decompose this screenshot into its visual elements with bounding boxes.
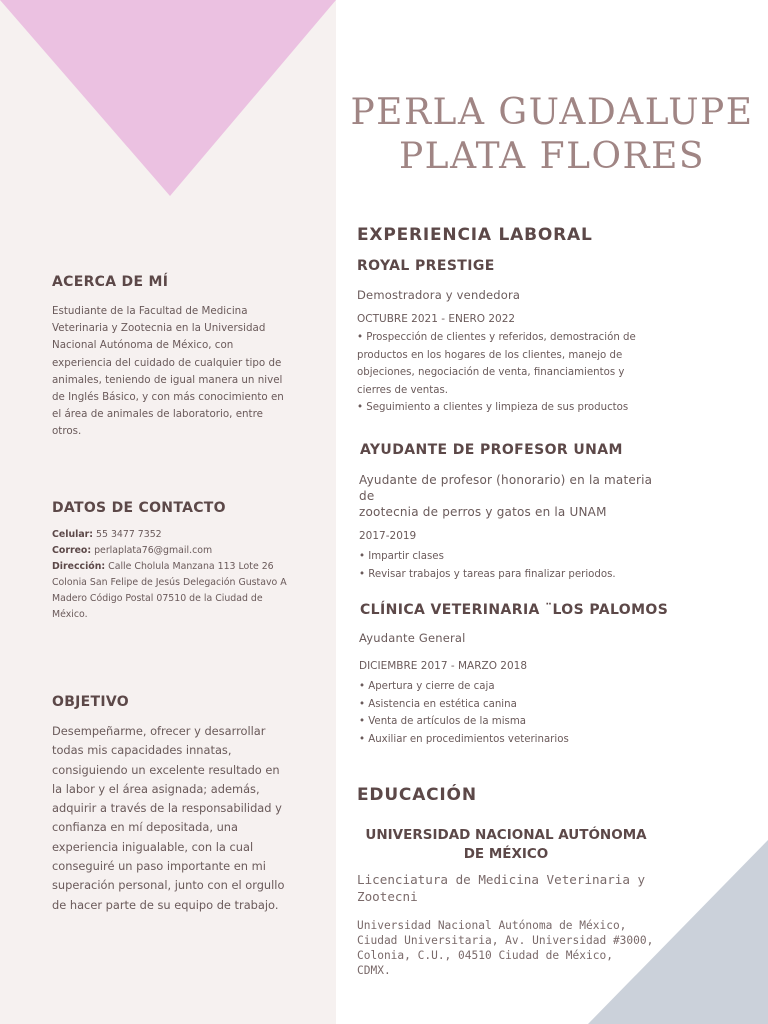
contact-phone	[52, 527, 292, 543]
education-school	[356, 826, 656, 864]
job-dates: 2017-2019	[359, 530, 417, 542]
education-title: EDUCACIÓN	[357, 785, 477, 805]
contact-block	[52, 527, 292, 623]
job-role-line-2: de	[359, 489, 375, 503]
job-role: Demostradora y vendedora	[357, 288, 521, 302]
job-bullet: • Apertura y cierre de caja	[359, 678, 659, 696]
about-text: Estudiante de la Facultad de Medicina Veterinaria y Zootecnia en la Universidad Nacional Autónoma de México, con experiencia del cuidado de cualquier tipo de animales, teniendo de igual manera un nivel de Inglés Básico, y con más conocimiento en el área de animales de laboratorio, entre otros.	[52, 305, 284, 438]
education-address-line: Universidad Nacional Autónoma de México,	[357, 919, 627, 932]
contact-email-label: Correo:	[52, 545, 92, 556]
job-bullets	[359, 548, 659, 583]
job-bullet: • Asistencia en estética canina	[359, 696, 659, 714]
job-bullet: • Impartir clases	[359, 548, 659, 566]
job-bullet: • Seguimiento a clientes y limpieza de sus productos	[357, 399, 657, 417]
education-degree-line-2: Zootecni	[357, 889, 418, 904]
job-bullet: • Auxiliar en procedimientos veterinarios	[359, 731, 659, 749]
education-school-line-2: DE MÉXICO	[463, 846, 549, 862]
experience-title: EXPERIENCIA LABORAL	[357, 225, 593, 245]
objective-text: Desempeñarme, ofrecer y desarrollar todas mis capacidades innatas, consiguiendo un excelente resultado en la labor y el área asignada; además, adquirir a través de la responsabilidad y confianza en mí depositada, una experiencia inigualable, con la cual conseguiré un paso importante en mi superación personal, junto con el orgullo de hacer parte de su equipo de trabajo.	[52, 724, 285, 912]
job-bullet: • Prospección de clientes y referidos, demostración de productos en los hogares de los clientes, manejo de objeciones, negociación de venta, financiamientos y cierres de ventas.	[357, 329, 657, 399]
education-school-line-1: UNIVERSIDAD NACIONAL AUTÓNOMA	[365, 827, 647, 843]
name-line-2: PLATA FLORES	[398, 136, 706, 177]
education-address-line: CDMX.	[357, 964, 391, 977]
pink-triangle-decoration	[0, 0, 336, 196]
contact-phone-label: Celular:	[52, 529, 94, 540]
contact-address-value: Calle Cholula Manzana 113 Lote 26 Colonia San Felipe de Jesús Delegación Gustavo A Madero Código Postal 07510 de la Ciudad de México.	[52, 561, 287, 620]
objective-title: OBJETIVO	[52, 694, 129, 710]
job-bullet: • Revisar trabajos y tareas para finalizar periodos.	[359, 566, 659, 584]
job-company: CLÍNICA VETERINARIA ¨LOS PALOMOS	[360, 602, 669, 618]
education-address-line: Colonia, C.U., 04510 Ciudad de México,	[357, 949, 613, 962]
education-address-line: Ciudad Universitaria, Av. Universidad #3000,	[357, 934, 654, 947]
education-degree-line-1: Licenciatura de Medicina Veterinaria y	[357, 872, 646, 887]
contact-title: DATOS DE CONTACTO	[52, 500, 226, 516]
job-bullet: • Venta de artículos de la misma	[359, 713, 659, 731]
job-role: Ayudante General	[359, 631, 466, 645]
job-company: AYUDANTE DE PROFESOR UNAM	[360, 442, 623, 458]
job-bullets	[357, 329, 657, 417]
contact-email	[52, 543, 292, 559]
contact-address-label: Dirección:	[52, 561, 106, 572]
about-title: ACERCA DE MÍ	[52, 274, 169, 290]
name-line-1: PERLA GUADALUPE	[350, 92, 754, 133]
job-bullets	[359, 678, 659, 748]
job-role-line-3: zootecnia de perros y gatos en la UNAM	[359, 505, 607, 519]
contact-email-value[interactable]: perlaplata76@gmail.com	[94, 545, 213, 556]
education-address	[357, 918, 653, 978]
job-dates: OCTUBRE 2021 - ENERO 2022	[357, 313, 516, 325]
job-dates: DICIEMBRE 2017 - MARZO 2018	[359, 660, 528, 672]
job-company: ROYAL PRESTIGE	[357, 258, 495, 274]
job-role-line-1: Ayudante de profesor (honorario) en la materia	[359, 473, 653, 487]
contact-phone-value[interactable]: 55 3477 7352	[96, 529, 162, 540]
contact-address	[52, 559, 292, 623]
